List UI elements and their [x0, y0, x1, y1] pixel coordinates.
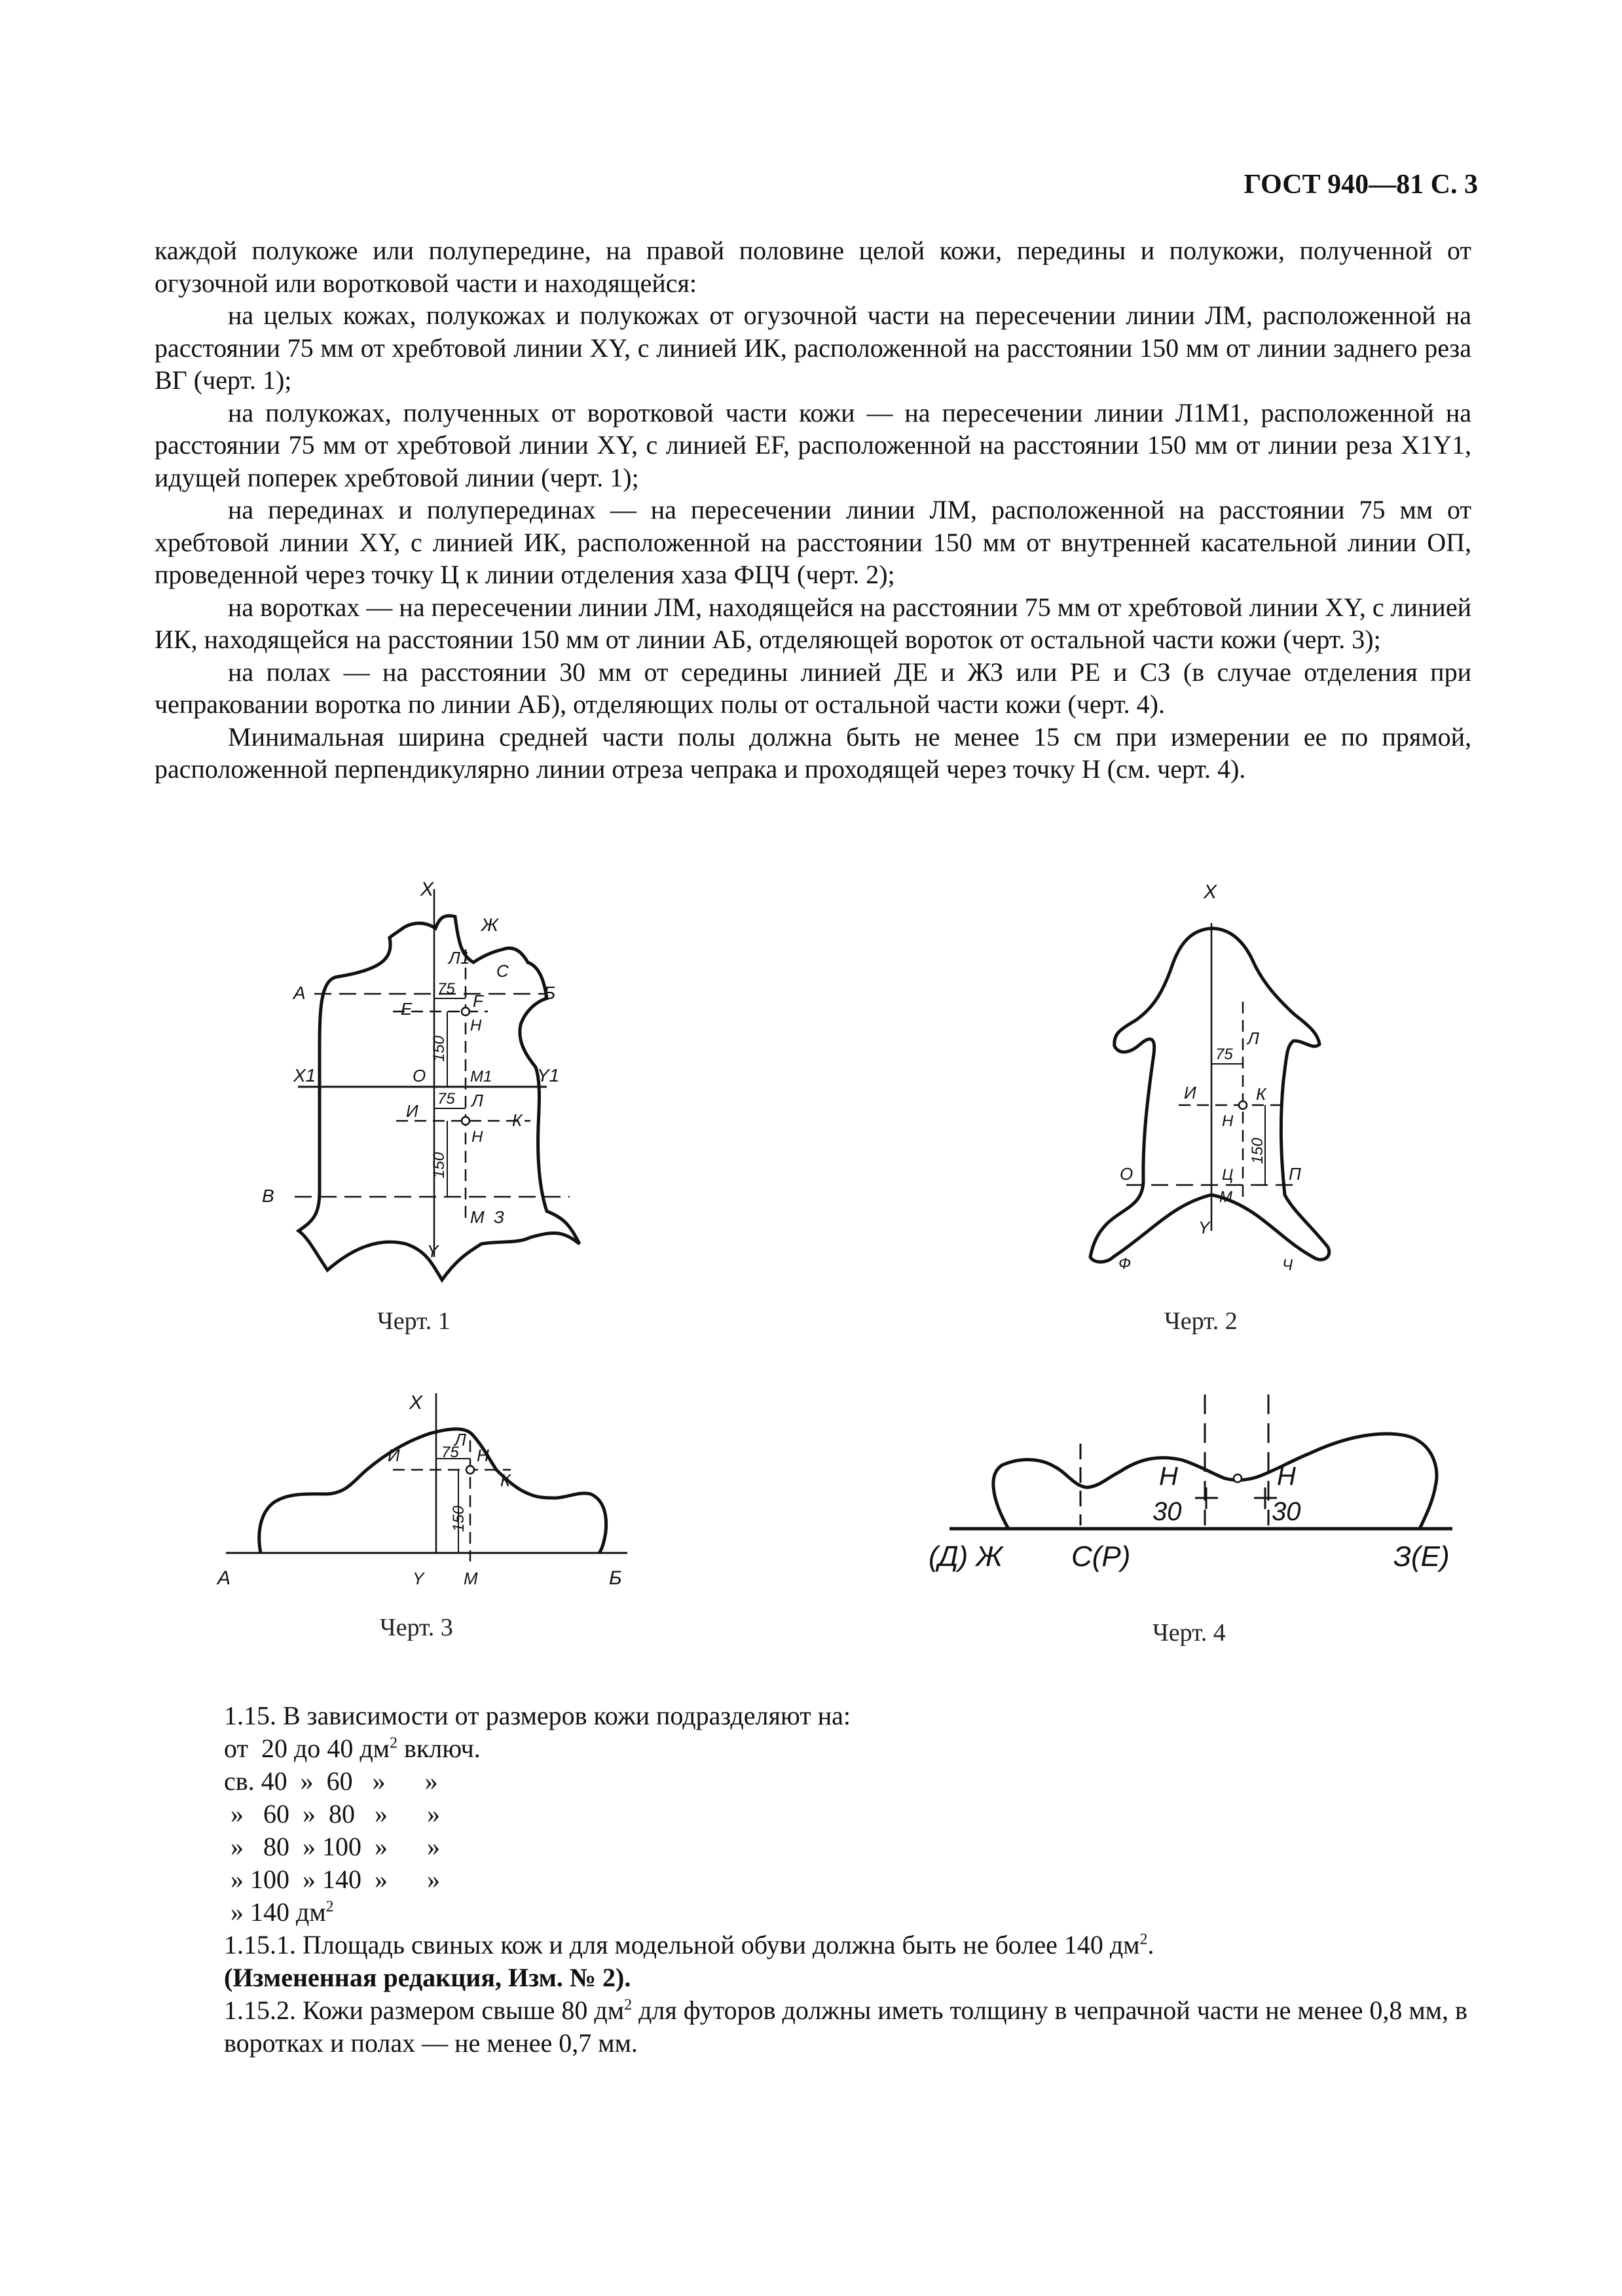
fig2-label: Ц [1222, 1166, 1234, 1184]
fig1-point-h-bot [462, 1117, 470, 1125]
fig2-label: X [1204, 881, 1217, 903]
fig1-label: Y [427, 1241, 439, 1261]
fig1-label: Ж [481, 915, 498, 935]
fig3-label: 75 [441, 1444, 459, 1461]
fig2-label: Y [1198, 1218, 1210, 1237]
section-1-15 [224, 1700, 1481, 2060]
fig1-label: М [470, 1207, 485, 1227]
figure-3-labels [216, 1392, 622, 1641]
fig3-label: А [217, 1567, 231, 1589]
fig1-label: 150 [430, 1035, 448, 1062]
fig1-label: С [496, 961, 509, 981]
paragraph-2: на целых кожах, полукожах и полукожах от огузочной части на пересечении линии ЛМ, расположенной на расстоянии 75 мм от хребтовой линии XY, с линией ИК, расположенной на расстоянии 150 мм от линии заднего реза ВГ (черт. 1); [155, 301, 1471, 395]
fig4-label: (Д) Ж [929, 1540, 1003, 1573]
fig1-label: Y1 [537, 1065, 560, 1085]
fig3-label: Y [413, 1569, 424, 1588]
fig2-label: 75 [1215, 1046, 1233, 1063]
fig4-point-top [1234, 1474, 1242, 1482]
fig1-label: 75 [437, 980, 455, 998]
fig1-hide-outline [299, 916, 580, 1280]
amendment-note: (Измененная редакция, Изм. № 2). [224, 1963, 631, 1992]
size-row: от 20 до 40 $дм^2$ включ. [224, 1734, 481, 1763]
fig4-label: 30 [1152, 1497, 1182, 1526]
fig1-label: М1 [470, 1068, 492, 1085]
fig3-caption: Черт. 3 [380, 1614, 453, 1641]
size-intro: 1.15. В зависимости от размеров кожи подразделяют на: [224, 1701, 851, 1730]
figure-1 [295, 889, 580, 1280]
fig2-label: Ф [1118, 1255, 1132, 1273]
fig1-label: З [494, 1207, 504, 1227]
fig3-hide-outline [259, 1429, 606, 1553]
fig1-label: Л1 [449, 948, 470, 968]
figure-1-labels [262, 879, 559, 1335]
fig1-label: Е [401, 999, 413, 1019]
fig1-point-h-top [462, 1008, 470, 1015]
fig1-label: Н [471, 1128, 483, 1146]
fig1-caption: Черт. 1 [377, 1307, 451, 1335]
fig3-label: Б [609, 1567, 622, 1589]
paragraph-3: на полукожах, полученных от воротковой части кожи — на пересечении линии Л1М1, расположенной на расстоянии 75 мм от хребтовой линии XY, с линией EF, расположенной на расстоянии 150 мм от линии реза X1Y1, идущей поперек хребтовой линии (черт. 1); [155, 397, 1471, 492]
size-row: св. 40 » 60 » » [224, 1766, 438, 1796]
paragraph-1-15-1: 1.15.1. Площадь свиных кож и для модельной обуви должна быть не более 140 $дм^2$. [224, 1930, 1154, 1959]
fig1-label: Л [471, 1091, 483, 1110]
fig1-label: Б [544, 983, 556, 1003]
fig4-caption: Черт. 4 [1152, 1619, 1226, 1647]
fig4-label: З(Е) [1393, 1540, 1450, 1573]
fig3-label: X [409, 1392, 423, 1413]
fig1-label: О [413, 1066, 426, 1085]
fig3-label: И [388, 1446, 400, 1465]
fig1-label: Н [470, 1017, 482, 1034]
fig2-hide-outline [1090, 928, 1329, 1262]
figure-2 [1090, 923, 1329, 1262]
body-text [155, 234, 1471, 786]
size-row: » 100 » 140 » » [230, 1865, 440, 1894]
paragraph-6: на полах — на расстоянии 30 мм от середины линией ДЕ и ЖЗ или РЕ и СЗ (в случае отделения при чепраковании воротка по линии АБ), отделяющих полы от остальной части кожи (черт. 4). [155, 657, 1471, 719]
fig2-label: О [1120, 1164, 1134, 1184]
fig4-label: Н [1159, 1462, 1178, 1491]
figure-4 [949, 1394, 1452, 1529]
fig4-label: С(Р) [1071, 1540, 1131, 1573]
fig1-label: К [512, 1110, 523, 1130]
fig4-label: Н [1277, 1462, 1296, 1491]
fig3-label: К [500, 1470, 511, 1490]
fig1-label: X [420, 879, 434, 900]
fig2-label: 150 [1249, 1137, 1266, 1164]
fig4-label: 30 [1272, 1497, 1301, 1526]
page-header: ГОСТ 940—81 С. 3 [1244, 170, 1478, 200]
fig1-label: 75 [437, 1090, 455, 1108]
fig2-label: К [1256, 1084, 1266, 1104]
fig3-label: Л [454, 1430, 466, 1449]
fig1-label: В [262, 1186, 274, 1206]
fig2-caption: Черт. 2 [1164, 1307, 1238, 1335]
fig1-label: F [473, 991, 483, 1011]
fig3-label: Н [477, 1446, 489, 1465]
paragraph-4: на перединах и полуперединах — на пересечении линии ЛМ, расположенной на расстоянии 75 мм от хребтовой линии XY, с линией ИК, расположенной на расстоянии 150 мм от внутренней касательной линии ОП, проведенной через точку Ц к линии отделения хаза ФЦЧ (черт. 2); [155, 495, 1471, 589]
fig1-label: А [293, 983, 306, 1003]
paragraph-7: Минимальная ширина средней части полы должна быть не менее 15 см при измерении ее по прямой, расположенной перпендикулярно линии отреза чепрака и проходящей через точку Н (см. черт. 4). [155, 721, 1471, 784]
size-row: » 140 $дм^2$ [230, 1897, 334, 1927]
fig1-label: И [406, 1101, 418, 1121]
figure-3 [226, 1393, 627, 1561]
fig2-label: Ч [1282, 1256, 1293, 1274]
size-row: » 60 » 80 » » [230, 1799, 440, 1829]
fig2-label: И [1184, 1083, 1196, 1102]
paragraph-1-15-2: 1.15.2. Кожи размером свыше 80 $дм^2$ для футоров должны иметь толщину в чепрачной части не менее 0,8 мм, в воротках и полах — не менее 0,7 мм. [224, 1995, 1467, 2058]
fig2-point-h [1239, 1101, 1247, 1109]
fig3-label: 150 [450, 1505, 468, 1532]
fig2-label: Н [1222, 1112, 1234, 1130]
fig1-label: X1 [293, 1065, 316, 1085]
paragraph-5: на воротках — на пересечении линии ЛМ, находящейся на расстоянии 75 мм от хребтовой линии XY, с линией ИК, находящейся на расстоянии 150 мм от линии АБ, отделяющей вороток от остальной части кожи (черт. 3); [155, 592, 1471, 654]
fig2-label: П [1289, 1164, 1301, 1184]
size-row: » 80 » 100 » » [230, 1832, 440, 1861]
figure-4-labels [929, 1462, 1450, 1647]
paragraph-1: каждой полукоже или полупередине, на правой половине целой кожи, передины и полукожи, полученной от огузочной или воротковой части и находящейся: [155, 236, 1471, 298]
fig3-label: М [464, 1569, 478, 1588]
fig2-label: Л [1247, 1029, 1259, 1048]
fig2-label: М [1219, 1188, 1232, 1206]
fig1-label: 150 [430, 1152, 448, 1178]
fig4-hide-outline [993, 1434, 1437, 1529]
figure-2-labels [1118, 881, 1301, 1335]
fig3-point-h [466, 1466, 474, 1474]
